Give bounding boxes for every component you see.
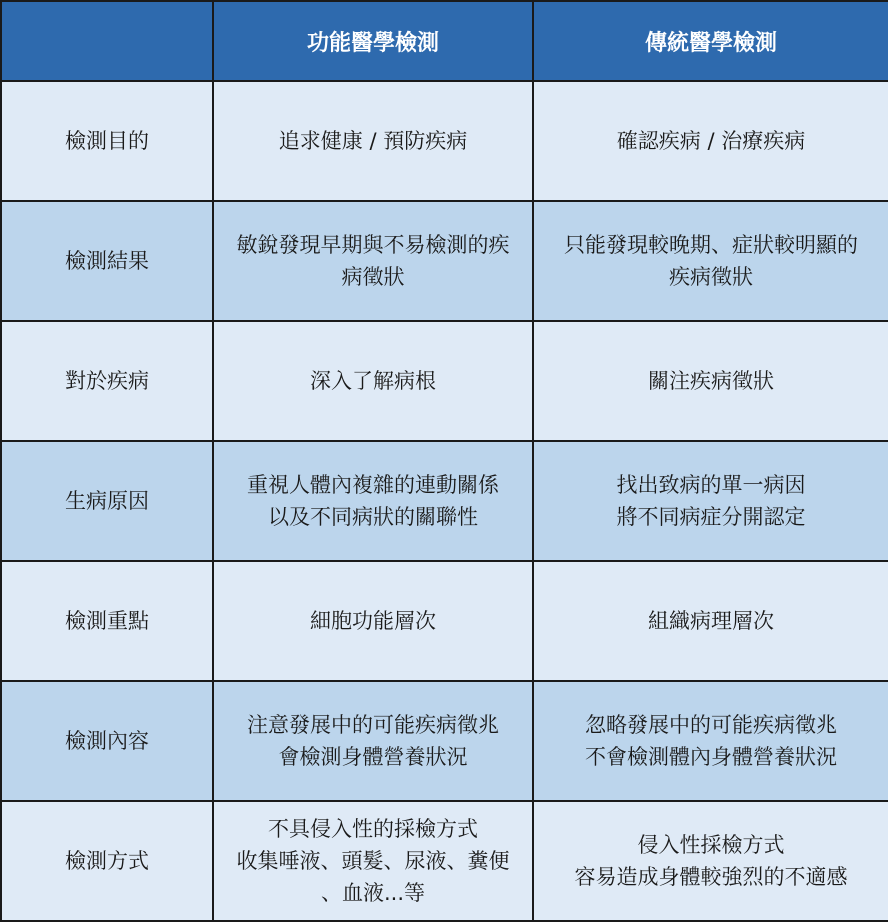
table-row — [1, 201, 888, 321]
traditional-cell — [533, 81, 888, 201]
cell-line: 細胞功能層次 — [310, 609, 436, 633]
cell-line: 關注疾病徵狀 — [648, 369, 774, 393]
cell-line: 會檢測身體營養狀況 — [278, 745, 468, 769]
cell-line: 侵入性採檢方式 — [637, 833, 785, 857]
cell-line: 追求健康 / 預防疾病 — [278, 129, 468, 153]
table-row — [1, 81, 888, 201]
cell-line: 容易造成身體較強烈的不適感 — [574, 865, 848, 889]
functional-cell — [213, 201, 533, 321]
cell-line: 只能發現較晚期、症狀較明顯的 — [564, 233, 858, 257]
cell-line: 病徵狀 — [341, 265, 405, 289]
cell-line: 注意發展中的可能疾病徵兆 — [247, 713, 499, 737]
cell-line: 組織病理層次 — [648, 609, 774, 633]
row-label: 檢測重點 — [1, 561, 213, 681]
row-label: 檢測內容 — [1, 681, 213, 801]
traditional-cell — [533, 321, 888, 441]
cell-line: 確認疾病 / 治療疾病 — [616, 129, 806, 153]
cell-line: 疾病徵狀 — [669, 265, 753, 289]
traditional-cell — [533, 441, 888, 561]
functional-cell — [213, 561, 533, 681]
traditional-cell — [533, 561, 888, 681]
cell-line: 忽略發展中的可能疾病徵兆 — [585, 713, 837, 737]
table-row — [1, 321, 888, 441]
header-traditional-medicine: 傳統醫學檢測 — [533, 1, 888, 81]
cell-line: 不會檢測體內身體營養狀況 — [585, 745, 837, 769]
cell-line: 收集唾液、頭髮、尿液、糞便 — [236, 849, 510, 873]
cell-line: 以及不同病狀的關聯性 — [268, 505, 478, 529]
cell-line: 、血液...等 — [320, 881, 426, 905]
header-corner-cell — [1, 1, 213, 81]
functional-cell — [213, 681, 533, 801]
header-row — [1, 1, 888, 81]
traditional-cell — [533, 201, 888, 321]
cell-line: 找出致病的單一病因 — [616, 473, 806, 497]
header-functional-medicine: 功能醫學檢測 — [213, 1, 533, 81]
table-row — [1, 561, 888, 681]
cell-line: 重視人體內複雜的連動關係 — [247, 473, 499, 497]
cell-line: 敏銳發現早期與不易檢測的疾 — [236, 233, 510, 257]
functional-cell — [213, 801, 533, 921]
table-row — [1, 801, 888, 921]
row-label: 對於疾病 — [1, 321, 213, 441]
row-label: 檢測結果 — [1, 201, 213, 321]
functional-cell — [213, 81, 533, 201]
cell-line: 將不同病症分開認定 — [616, 505, 806, 529]
row-label: 生病原因 — [1, 441, 213, 561]
traditional-cell — [533, 681, 888, 801]
table-row — [1, 441, 888, 561]
functional-cell — [213, 441, 533, 561]
functional-cell — [213, 321, 533, 441]
cell-line: 不具侵入性的採檢方式 — [268, 817, 478, 841]
table-row — [1, 681, 888, 801]
row-label: 檢測目的 — [1, 81, 213, 201]
cell-line: 深入了解病根 — [310, 369, 436, 393]
traditional-cell — [533, 801, 888, 921]
row-label: 檢測方式 — [1, 801, 213, 921]
